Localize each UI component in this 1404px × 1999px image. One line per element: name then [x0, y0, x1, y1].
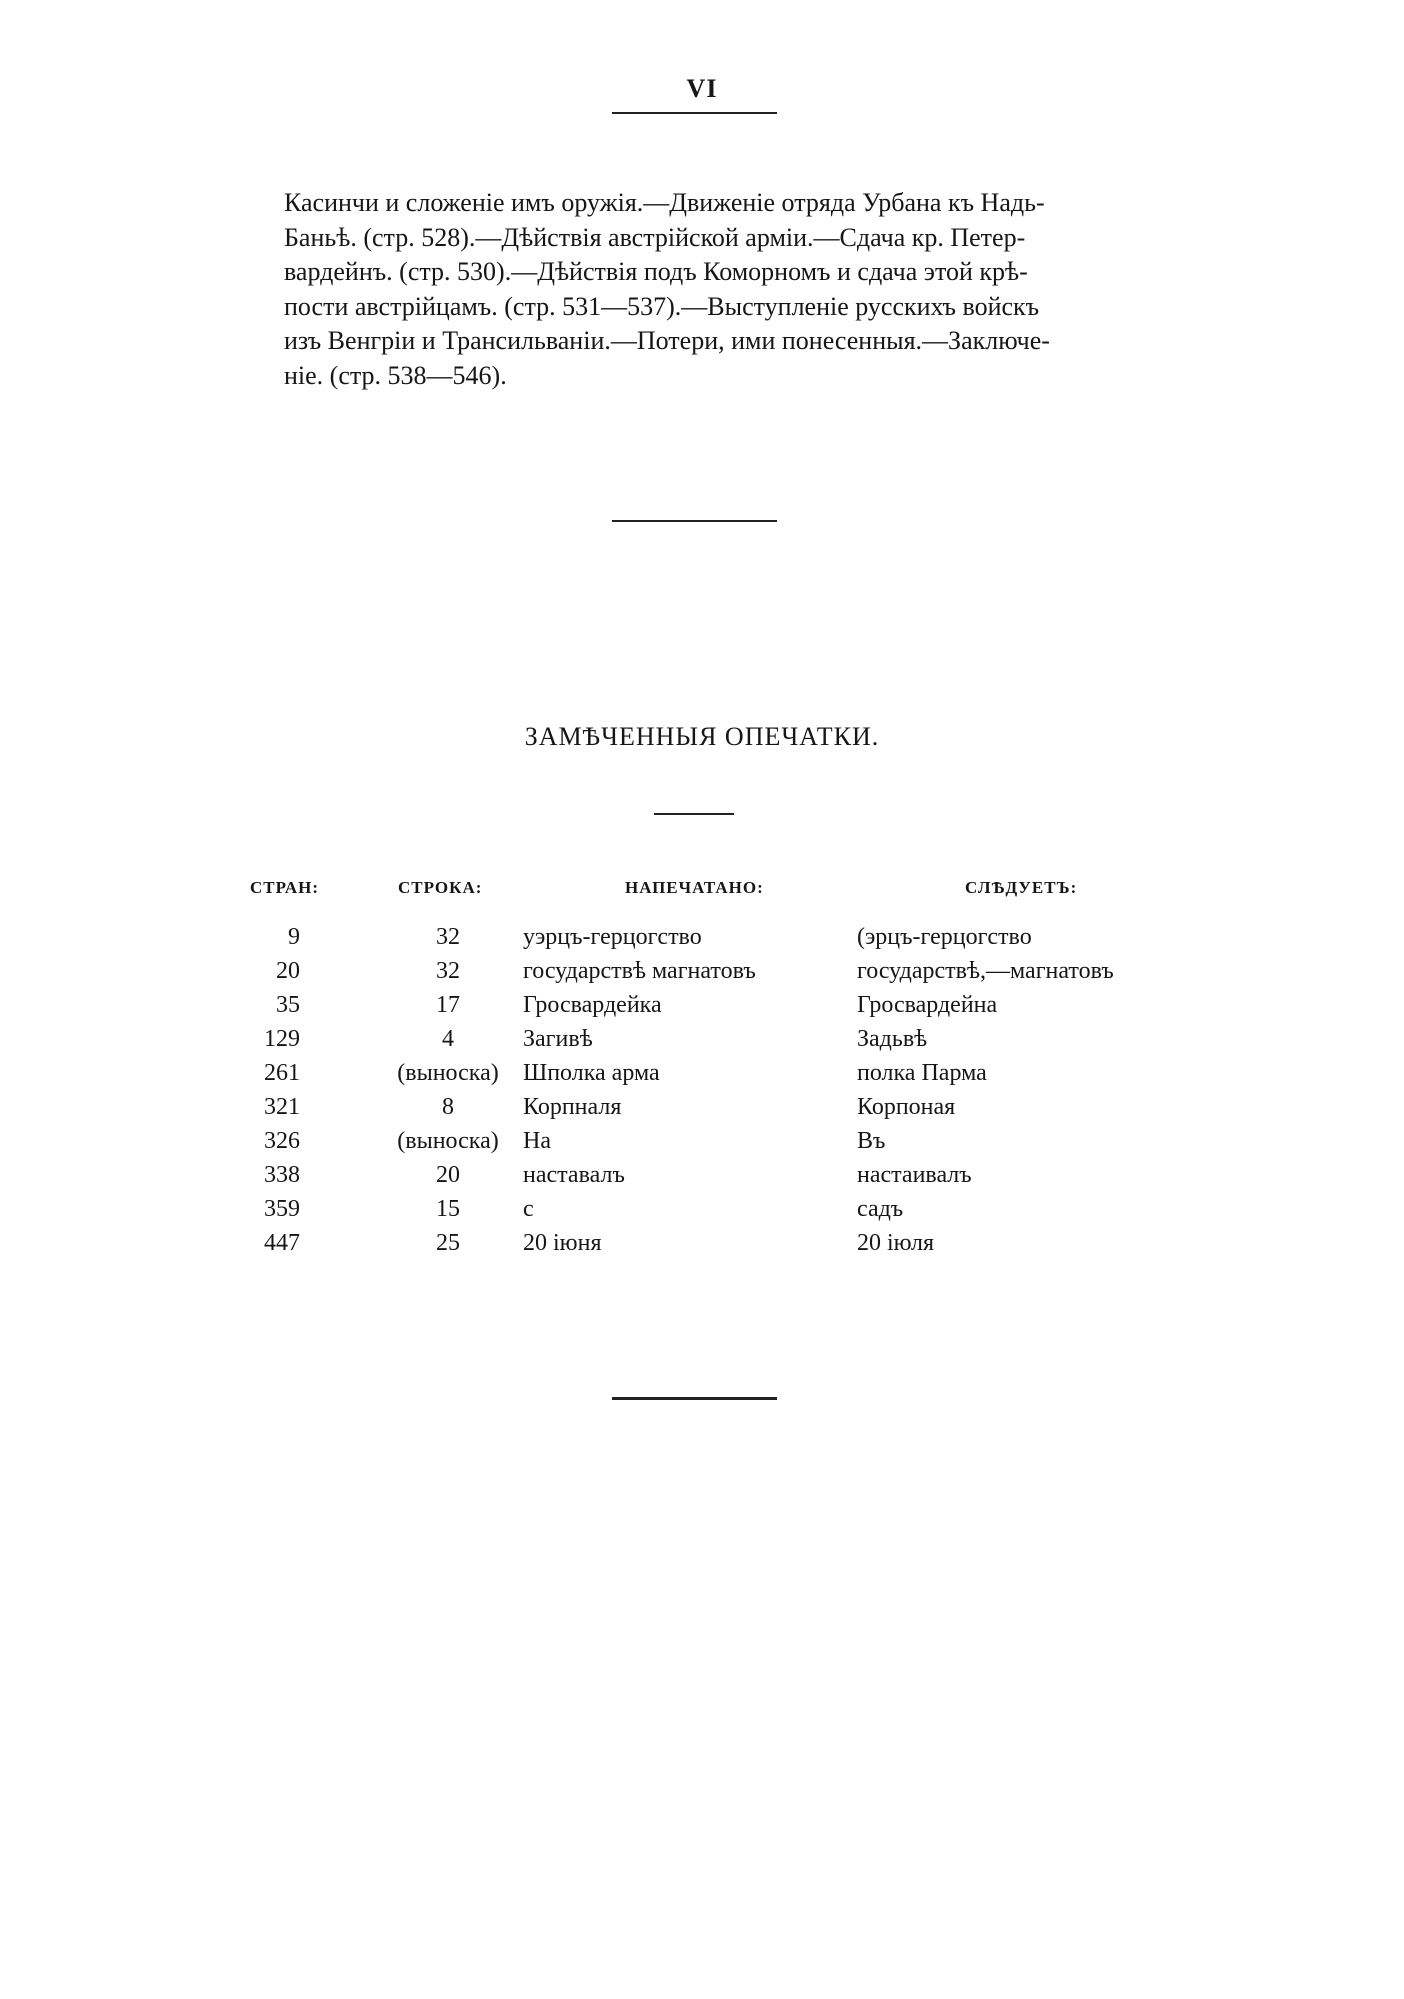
row-line: (выноска): [397, 1060, 499, 1086]
header-printed: НАПЕЧАТАНО:: [625, 878, 764, 897]
row-line: 32: [436, 924, 460, 950]
row-correct: полка Парма: [857, 1060, 987, 1086]
row-correct: (эрцъ-герцогство: [857, 924, 1032, 950]
row-printed: Загивѣ: [523, 1026, 593, 1052]
page-number: VI: [686, 74, 718, 103]
errata-row: [0, 1194, 1404, 1224]
row-printed: государствѣ магнатовъ: [523, 958, 756, 984]
row-printed: Гросвардейка: [523, 992, 662, 1018]
row-correct: садъ: [857, 1196, 904, 1222]
row-correct: Корпоная: [857, 1094, 956, 1120]
errata-title: ЗАМѢЧЕННЫЯ ОПЕЧАТКИ.: [524, 722, 880, 751]
row-line: 20: [436, 1162, 460, 1188]
row-line: 15: [436, 1196, 460, 1222]
contents-line: пости австрійцамъ. (стр. 531—537).—Выступленіе русскихъ войскъ: [284, 291, 1040, 321]
row-line: 8: [442, 1094, 454, 1120]
row-correct: государствѣ,—магнатовъ: [857, 958, 1114, 984]
row-page: 20: [276, 958, 300, 984]
row-correct: Гросвардейна: [857, 992, 998, 1018]
errata-row: [0, 1058, 1404, 1088]
contents-line: изъ Венгріи и Трансильваніи.—Потери, ими понесенныя.—Заключе-: [284, 326, 1050, 355]
row-correct: Задьвѣ: [857, 1026, 928, 1052]
section-divider: [612, 520, 777, 522]
errata-row: [0, 1024, 1404, 1054]
row-printed: наставалъ: [523, 1162, 625, 1188]
row-line: 4: [442, 1026, 454, 1052]
row-page: 261: [264, 1060, 300, 1086]
contents-paragraph: [284, 186, 1104, 393]
row-printed: На: [523, 1128, 551, 1154]
row-page: 338: [264, 1162, 300, 1188]
bottom-rule: [612, 1397, 777, 1400]
row-correct: настаивалъ: [857, 1162, 972, 1188]
contents-line: ніе. (стр. 538—546).: [284, 360, 507, 390]
errata-row: [0, 990, 1404, 1020]
contents-line: вардейнъ. (стр. 530).—Дѣйствія подъ Коморномъ и сдача этой крѣ-: [284, 257, 1028, 286]
errata-table-header: [0, 878, 1404, 908]
contents-line: Касинчи и сложеніе имъ оружія.—Движеніе отряда Урбана къ Надь-: [284, 188, 1045, 217]
row-line: (выноска): [397, 1128, 499, 1154]
row-printed: Корпналя: [523, 1094, 622, 1120]
title-underline: [654, 813, 734, 815]
row-correct: 20 іюля: [857, 1230, 935, 1256]
errata-row: [0, 1160, 1404, 1190]
header-correct: СЛѢДУЕТЪ:: [965, 878, 1078, 897]
row-page: 35: [276, 992, 300, 1018]
row-printed: Шполка арма: [523, 1060, 660, 1086]
errata-row: [0, 956, 1404, 986]
row-page: 447: [264, 1230, 300, 1256]
top-rule: [612, 112, 777, 114]
row-correct: Въ: [857, 1128, 886, 1154]
row-page: 359: [264, 1196, 300, 1222]
row-line: 25: [436, 1230, 460, 1256]
errata-row: [0, 1228, 1404, 1258]
row-page: 9: [288, 924, 300, 950]
header-line: СТРОКА:: [398, 878, 483, 897]
row-line: 32: [436, 958, 460, 984]
errata-row: [0, 1126, 1404, 1156]
row-printed: 20 іюня: [523, 1230, 602, 1256]
row-page: 321: [264, 1094, 300, 1120]
row-page: 129: [264, 1026, 300, 1052]
row-line: 17: [436, 992, 460, 1018]
errata-row: [0, 922, 1404, 952]
header-page: СТРАН:: [250, 878, 319, 897]
row-printed: с: [523, 1196, 534, 1222]
errata-row: [0, 1092, 1404, 1122]
contents-line: Баньѣ. (стр. 528).—Дѣйствія австрійской арміи.—Сдача кр. Петер-: [284, 222, 1026, 252]
row-page: 326: [264, 1128, 300, 1154]
row-printed: уэрцъ-герцогство: [523, 924, 702, 950]
